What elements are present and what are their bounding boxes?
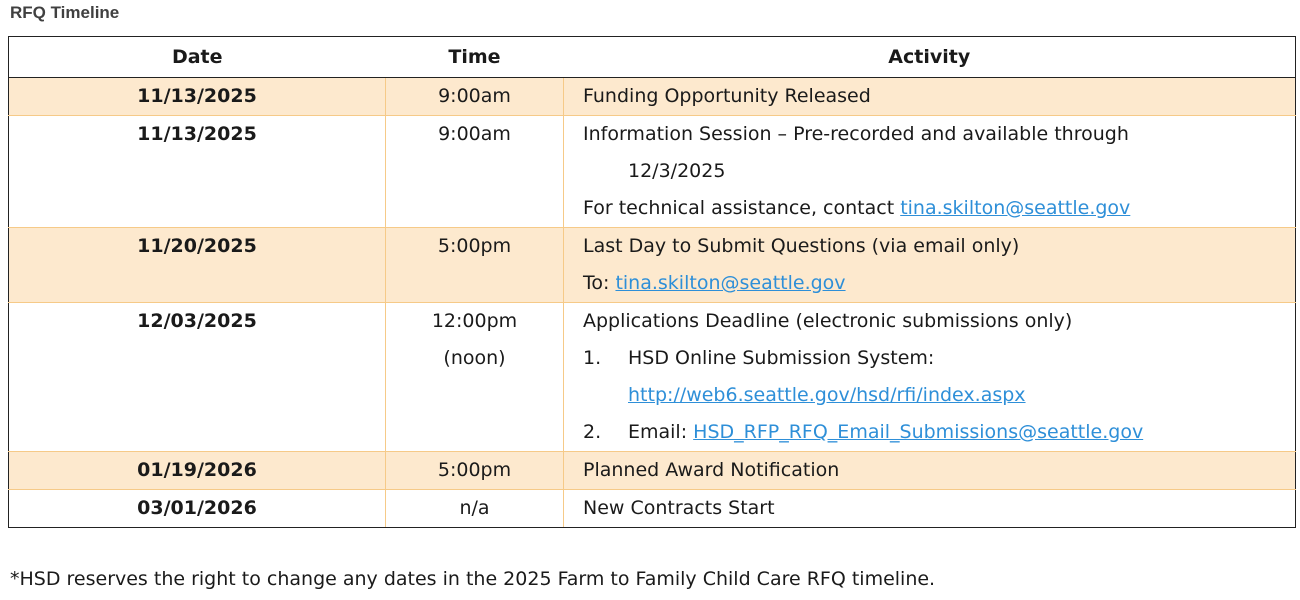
row-activity [564, 78, 1296, 116]
activity-text: New Contracts Start [583, 497, 775, 519]
table-row [9, 303, 1296, 452]
list-number: 2. [583, 421, 602, 443]
row-date: 01/19/2026 [9, 452, 386, 490]
row-activity [564, 303, 1296, 452]
contact-email-link[interactable]: tina.skilton@seattle.gov [900, 197, 1131, 219]
footnote: *HSD reserves the right to change any dates in the 2025 Farm to Family Child Care RFQ timeline. [10, 568, 936, 590]
time-text: 5:00pm [437, 235, 512, 257]
header-row [9, 37, 1296, 78]
activity-text-continued: 12/3/2025 [628, 160, 726, 182]
row-activity [564, 490, 1296, 528]
submission-system-link[interactable]: http://web6.seattle.gov/hsd/rfi/index.aspx [628, 384, 1026, 406]
row-time [386, 78, 564, 116]
questions-email-link[interactable]: tina.skilton@seattle.gov [615, 272, 846, 294]
row-time [386, 228, 564, 303]
table-row [9, 490, 1296, 528]
table-row [9, 452, 1296, 490]
list-item [583, 414, 1287, 451]
page-title: RFQ Timeline [10, 3, 120, 22]
row-date: 12/03/2025 [9, 303, 386, 452]
list-link-line [583, 377, 1287, 414]
column-header-time: Time [386, 37, 564, 78]
row-date: 11/13/2025 [9, 78, 386, 116]
activity-text: Planned Award Notification [583, 459, 840, 481]
table-row [9, 116, 1296, 228]
row-date: 03/01/2026 [9, 490, 386, 528]
row-date: 11/13/2025 [9, 116, 386, 228]
row-date: 11/20/2025 [9, 228, 386, 303]
row-activity [564, 452, 1296, 490]
row-activity [564, 228, 1296, 303]
row-time [386, 116, 564, 228]
time-text: 5:00pm [437, 459, 512, 481]
contact-prefix: For technical assistance, contact [583, 197, 901, 219]
to-line [583, 265, 1287, 302]
column-header-date: Date [9, 37, 386, 78]
contact-line [583, 190, 1287, 227]
table-row [9, 228, 1296, 303]
time-text: 9:00am [438, 123, 511, 145]
list-number: 1. [583, 347, 602, 369]
time-text: 9:00am [438, 85, 511, 107]
list-text [628, 414, 1143, 451]
to-prefix: To: [583, 272, 616, 294]
submissions-email-link[interactable]: HSD_RFP_RFQ_Email_Submissions@seattle.gov [693, 421, 1144, 443]
list-text: HSD Online Submission System: [628, 347, 935, 369]
row-time [386, 452, 564, 490]
column-header-activity: Activity [564, 37, 1296, 78]
time-note: (noon) [443, 347, 506, 369]
row-activity [564, 116, 1296, 228]
row-time [386, 303, 564, 452]
table-row [9, 78, 1296, 116]
activity-text: Applications Deadline (electronic submissions only) [583, 310, 1073, 332]
activity-text: Information Session – Pre-recorded and available through [583, 123, 1129, 145]
list-item [583, 340, 1287, 377]
row-time [386, 490, 564, 528]
activity-text: Funding Opportunity Released [583, 85, 871, 107]
time-text: 12:00pm [431, 310, 518, 332]
activity-text: Last Day to Submit Questions (via email only) [583, 235, 1020, 257]
time-text: n/a [459, 497, 490, 519]
rfq-timeline-table [8, 36, 1296, 528]
email-label: Email: [628, 421, 694, 443]
